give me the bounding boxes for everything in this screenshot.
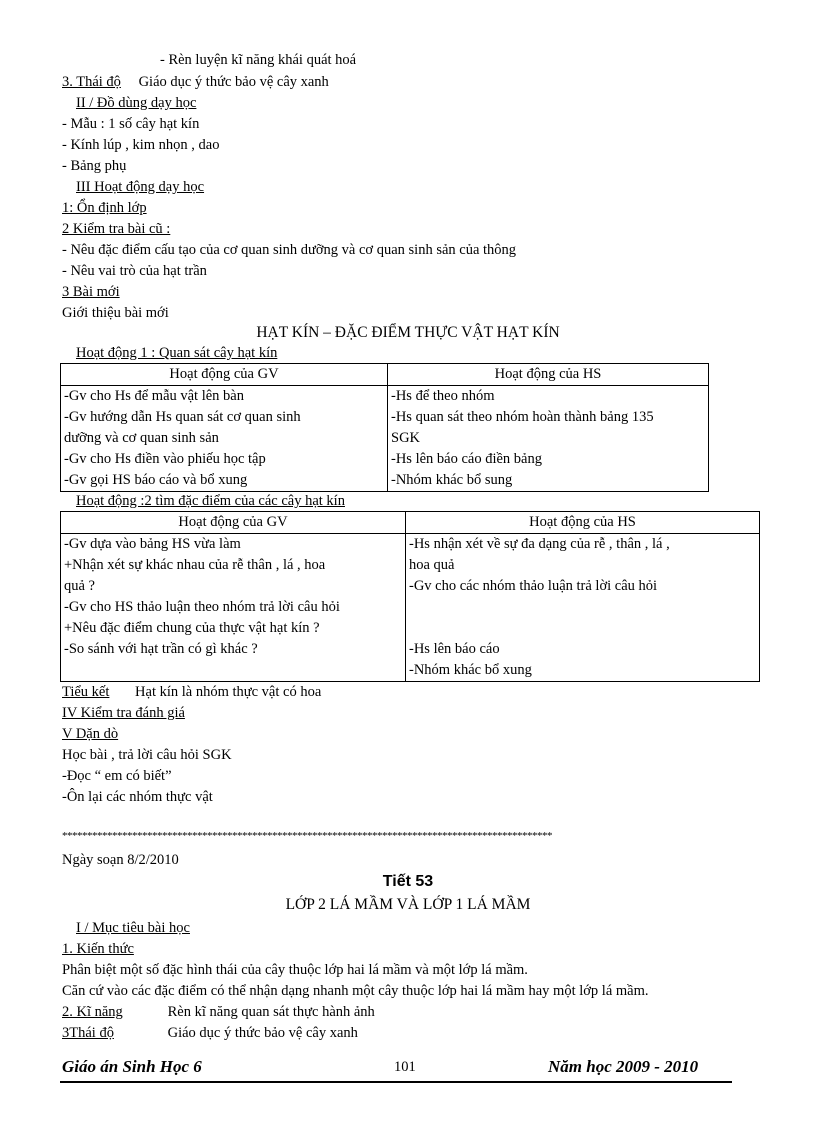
- knowledge-item: Phân biệt một số đặc hình thái của cây thuộc lớp hai lá mầm và một lớp lá mầm.: [62, 962, 528, 978]
- attitude-line: [62, 72, 329, 92]
- step-3: 3 Bài mới: [62, 284, 120, 300]
- review-question: - Nêu đặc điểm cấu tạo của cơ quan sinh dưỡng và cơ quan sinh sản của thông: [62, 242, 517, 258]
- summary-line: [62, 682, 321, 702]
- lesson-title-2: LỚP 2 LÁ MẦM VÀ LỚP 1 LÁ MẦM: [285, 896, 531, 913]
- table-header: Hoạt động của HS: [388, 364, 709, 386]
- lesson-title: HẠT KÍN – ĐẶC ĐIỂM THỰC VẬT HẠT KÍN: [256, 324, 560, 341]
- footer-left: Giáo án Sinh Học 6: [62, 1057, 202, 1076]
- table-cell-hs: -Hs để theo nhóm -Hs quan sát theo nhóm hoàn thành bảng 135 SGK -Hs lên báo cáo điền bảng -Nhóm khác bổ sung: [388, 386, 709, 492]
- homework-heading: V Dặn dò: [62, 726, 119, 742]
- table-cell-gv: -Gv dựa vào bảng HS vừa làm +Nhận xét sự khác nhau của rễ thân , lá , hoa quả ? -Gv cho HS thảo luận theo nhóm trả lời câu hỏi +Nêu đặc điểm chung của thực vật hạt kín ? -So sánh với hạt trần có gì khác ?: [61, 534, 406, 682]
- attitude-label: 3. Thái độ: [62, 74, 121, 90]
- skill-text: Rèn kĩ năng quan sát thực hành ảnh: [167, 1004, 375, 1020]
- period-title: Tiết 53: [382, 873, 434, 890]
- knowledge-item: Căn cứ vào các đặc điểm có thể nhận dạng nhanh một cây thuộc lớp hai lá mầm hay một lớp lá mầm.: [62, 983, 649, 999]
- step-2: 2 Kiểm tra bài cũ :: [62, 221, 171, 237]
- review-question: - Nêu vai trò của hạt trần: [62, 263, 207, 279]
- equipment-item: - Kính lúp , kim nhọn , dao: [62, 137, 220, 153]
- knowledge-heading: 1. Kiến thức: [62, 941, 134, 957]
- table-cell-gv: -Gv cho Hs để mẫu vật lên bàn -Gv hướng dẫn Hs quan sát cơ quan sinh dưỡng và cơ quan sinh sản -Gv cho Hs điền vào phiếu học tập -Gv gọi HS báo cáo và bổ xung: [61, 386, 388, 492]
- homework-item: Học bài , trả lời câu hỏi SGK: [62, 747, 232, 763]
- activity2-label: Hoạt động :2 tìm đặc điểm của các cây hạt kín: [76, 493, 345, 509]
- activity2-table: [60, 511, 760, 682]
- prep-date: Ngày soạn 8/2/2010: [62, 852, 179, 868]
- attitude-text: Giáo dục ý thức bảo vệ cây xanh: [138, 74, 329, 90]
- objectives-heading: I / Mục tiêu bài học: [76, 920, 190, 936]
- homework-item: -Ôn lại các nhóm thực vật: [62, 789, 213, 805]
- step-1: 1: Ổn định lớp: [62, 200, 147, 216]
- attitude-text-2: Giáo dục ý thức bảo vệ cây xanh: [167, 1025, 358, 1041]
- assessment-heading: IV Kiểm tra đánh giá: [62, 705, 185, 721]
- activity1-table: [60, 363, 709, 492]
- table-header: Hoạt động của HS: [406, 512, 760, 534]
- activity-heading: III Hoạt động dạy học: [76, 179, 205, 195]
- homework-item: -Đọc “ em có biết”: [62, 768, 172, 784]
- equipment-item: - Mẫu : 1 số cây hạt kín: [62, 116, 200, 132]
- page-number: 101: [394, 1059, 416, 1075]
- skill-label: 2. Kĩ năng: [62, 1004, 123, 1020]
- table-header: Hoạt động của GV: [61, 364, 388, 386]
- table-cell-hs: -Hs nhận xét về sự đa dạng của rễ , thân , lá , hoa quả -Gv cho các nhóm thảo luận trả lời câu hỏi -Hs lên báo cáo -Nhóm khác bổ xung: [406, 534, 760, 682]
- separator: **************************************************************************************************: [62, 830, 552, 842]
- footer-right: Năm học 2009 - 2010: [548, 1057, 699, 1076]
- table-header: Hoạt động của GV: [61, 512, 406, 534]
- attitude-label-2: 3Thái độ: [62, 1025, 114, 1041]
- equipment-heading: II / Đồ dùng dạy học: [76, 95, 197, 111]
- intro-line: Giới thiệu bài mới: [62, 305, 169, 321]
- attitude-line-2: [62, 1023, 358, 1043]
- equipment-item: - Bảng phụ: [62, 158, 127, 174]
- skill-line-2: [62, 1002, 375, 1022]
- summary-label: Tiểu kết: [62, 684, 110, 700]
- summary-text: Hạt kín là nhóm thực vật có hoa: [135, 684, 322, 700]
- activity1-label: Hoạt động 1 : Quan sát cây hạt kín: [76, 345, 278, 361]
- skill-line: - Rèn luyện kĩ năng khái quát hoá: [160, 52, 357, 68]
- footer-rule: [60, 1081, 732, 1083]
